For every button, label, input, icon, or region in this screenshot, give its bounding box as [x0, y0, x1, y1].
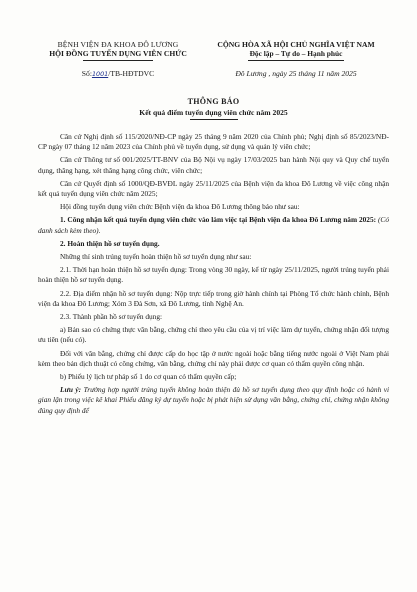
- place-and-date: Đô Lương , ngày 25 tháng 11 năm 2025: [235, 69, 357, 78]
- paragraph-2-2: 2.2. Địa điểm nhận hồ sơ tuyển dụng: Nộp trực tiếp trong giờ hành chính tại Phòng Tổ chức hành chính, Bệnh viện đa khoa Đô Lương; Xóm 3 Đà Sơn, xã Đô Lương, tỉnh Nghệ An.: [38, 288, 389, 308]
- section-1-note: (Có danh sách kèm theo).: [38, 215, 389, 235]
- title-underline: [190, 119, 238, 120]
- section-2-heading: 2. Hoàn thiện hồ sơ tuyển dụng.: [60, 238, 160, 248]
- country-name: CỘNG HÒA XÃ HỘI CHỦ NGHĨA VIỆT NAM: [217, 40, 375, 49]
- document-subtitle: Kết quả điểm tuyển dụng viên chức năm 2025: [139, 108, 288, 117]
- document-title: THÔNG BÁO: [187, 97, 240, 106]
- paragraph-item-b: b) Phiếu lý lịch tư pháp số 1 do cơ quan có thẩm quyền cấp;: [60, 372, 237, 382]
- paragraph-legal-basis-3: Căn cứ Quyết định số 1000/QĐ-BVĐL ngày 25/11/2025 của Bệnh viện đa khoa Đô Lương về việc công nhận kết quả tuyển dụng viên chức năm 2025;: [38, 178, 389, 199]
- paragraph-section-2-intro: Những thí sinh trúng tuyển hoàn thiện hồ sơ tuyển dụng như sau:: [60, 252, 252, 262]
- national-header: [203, 40, 389, 61]
- parent-organization: BỆNH VIỆN ĐA KHOA ĐÔ LƯƠNG: [57, 40, 179, 49]
- paragraph-item-a: a) Bản sao có chứng thực văn bằng, chứng chỉ theo yêu cầu của vị trí việc làm dự tuyển, chứng nhận đối tượng ưu tiên (nếu có).: [38, 325, 389, 345]
- section-1-text: 1. Công nhận kết quả tuyển dụng viên chức vào làm việc tại Bệnh viện đa khoa Đô Lương năm 2025:: [60, 215, 378, 225]
- paragraph-note: [38, 385, 389, 416]
- doc-number-suffix: /TB-HĐTDVC: [108, 69, 155, 78]
- paragraph-announcement-intro: Hội đồng tuyển dụng viên chức Bệnh viện đa khoa Đô Lương thông báo như sau:: [60, 202, 300, 212]
- issuing-council: HỘI ĐỒNG TUYỂN DỤNG VIÊN CHỨC: [49, 49, 187, 58]
- paragraph-2-1: 2.1. Thời hạn hoàn thiện hồ sơ tuyển dụng: Trong vòng 30 ngày, kể từ ngày 25/11/2025, người trúng tuyển phải hoàn thiện hồ sơ tuyển dụng.: [38, 265, 389, 285]
- doc-number-prefix: Số:: [81, 69, 92, 78]
- paragraph-2-3: 2.3. Thành phần hồ sơ tuyển dụng:: [60, 312, 163, 322]
- section-1: [38, 215, 389, 235]
- document-header: [38, 40, 389, 61]
- paragraph-legal-basis-2: Căn cứ Thông tư số 001/2025/TT-BNV của Bộ Nội vụ ngày 17/03/2025 ban hành Nội quy và Quy chế tuyển dụng, thăng hạng, xét thăng hạng công chức, viên chức;: [38, 155, 389, 175]
- note-text: Trường hợp người trúng tuyển không hoàn thiện đủ hồ sơ tuyển dụng theo quy định hoặc có hành vi gian lận trong việc kê khai Phiếu đăng ký dự tuyển hoặc bị phát hiện sử dụng văn bằng, chứng chỉ, chứng nhận không đúng quy định để: [38, 385, 389, 415]
- document-meta: [38, 69, 389, 78]
- document-number: [38, 69, 198, 78]
- motto-underline: [248, 60, 344, 61]
- note-lead: Lưu ý:: [60, 385, 84, 395]
- doc-number-handwritten: 1001: [91, 70, 109, 78]
- issuer-underline: [83, 60, 153, 61]
- paragraph-legal-basis-1: Căn cứ Nghị định số 115/2020/NĐ-CP ngày 25 tháng 9 năm 2020 của Chính phủ; Nghị định số 85/2023/NĐ-CP ngày 07 tháng 12 năm 2023 của Chính phủ về tuyển dụng, sử dụng và quản lý viên chức;: [38, 132, 389, 152]
- document-body: [38, 132, 389, 416]
- paragraph-foreign-degrees: Đối với văn bằng, chứng chỉ được cấp do học tập ở nước ngoài hoặc bằng tiếng nước ngoài ở Việt Nam phải kèm theo bản dịch thuật có công chứng, văn bằng, chứng chỉ này phải được cơ quan có thẩm quyền công nhận.: [38, 348, 389, 368]
- national-motto: Độc lập – Tự do – Hạnh phúc: [249, 49, 343, 58]
- issuer-block: [38, 40, 198, 61]
